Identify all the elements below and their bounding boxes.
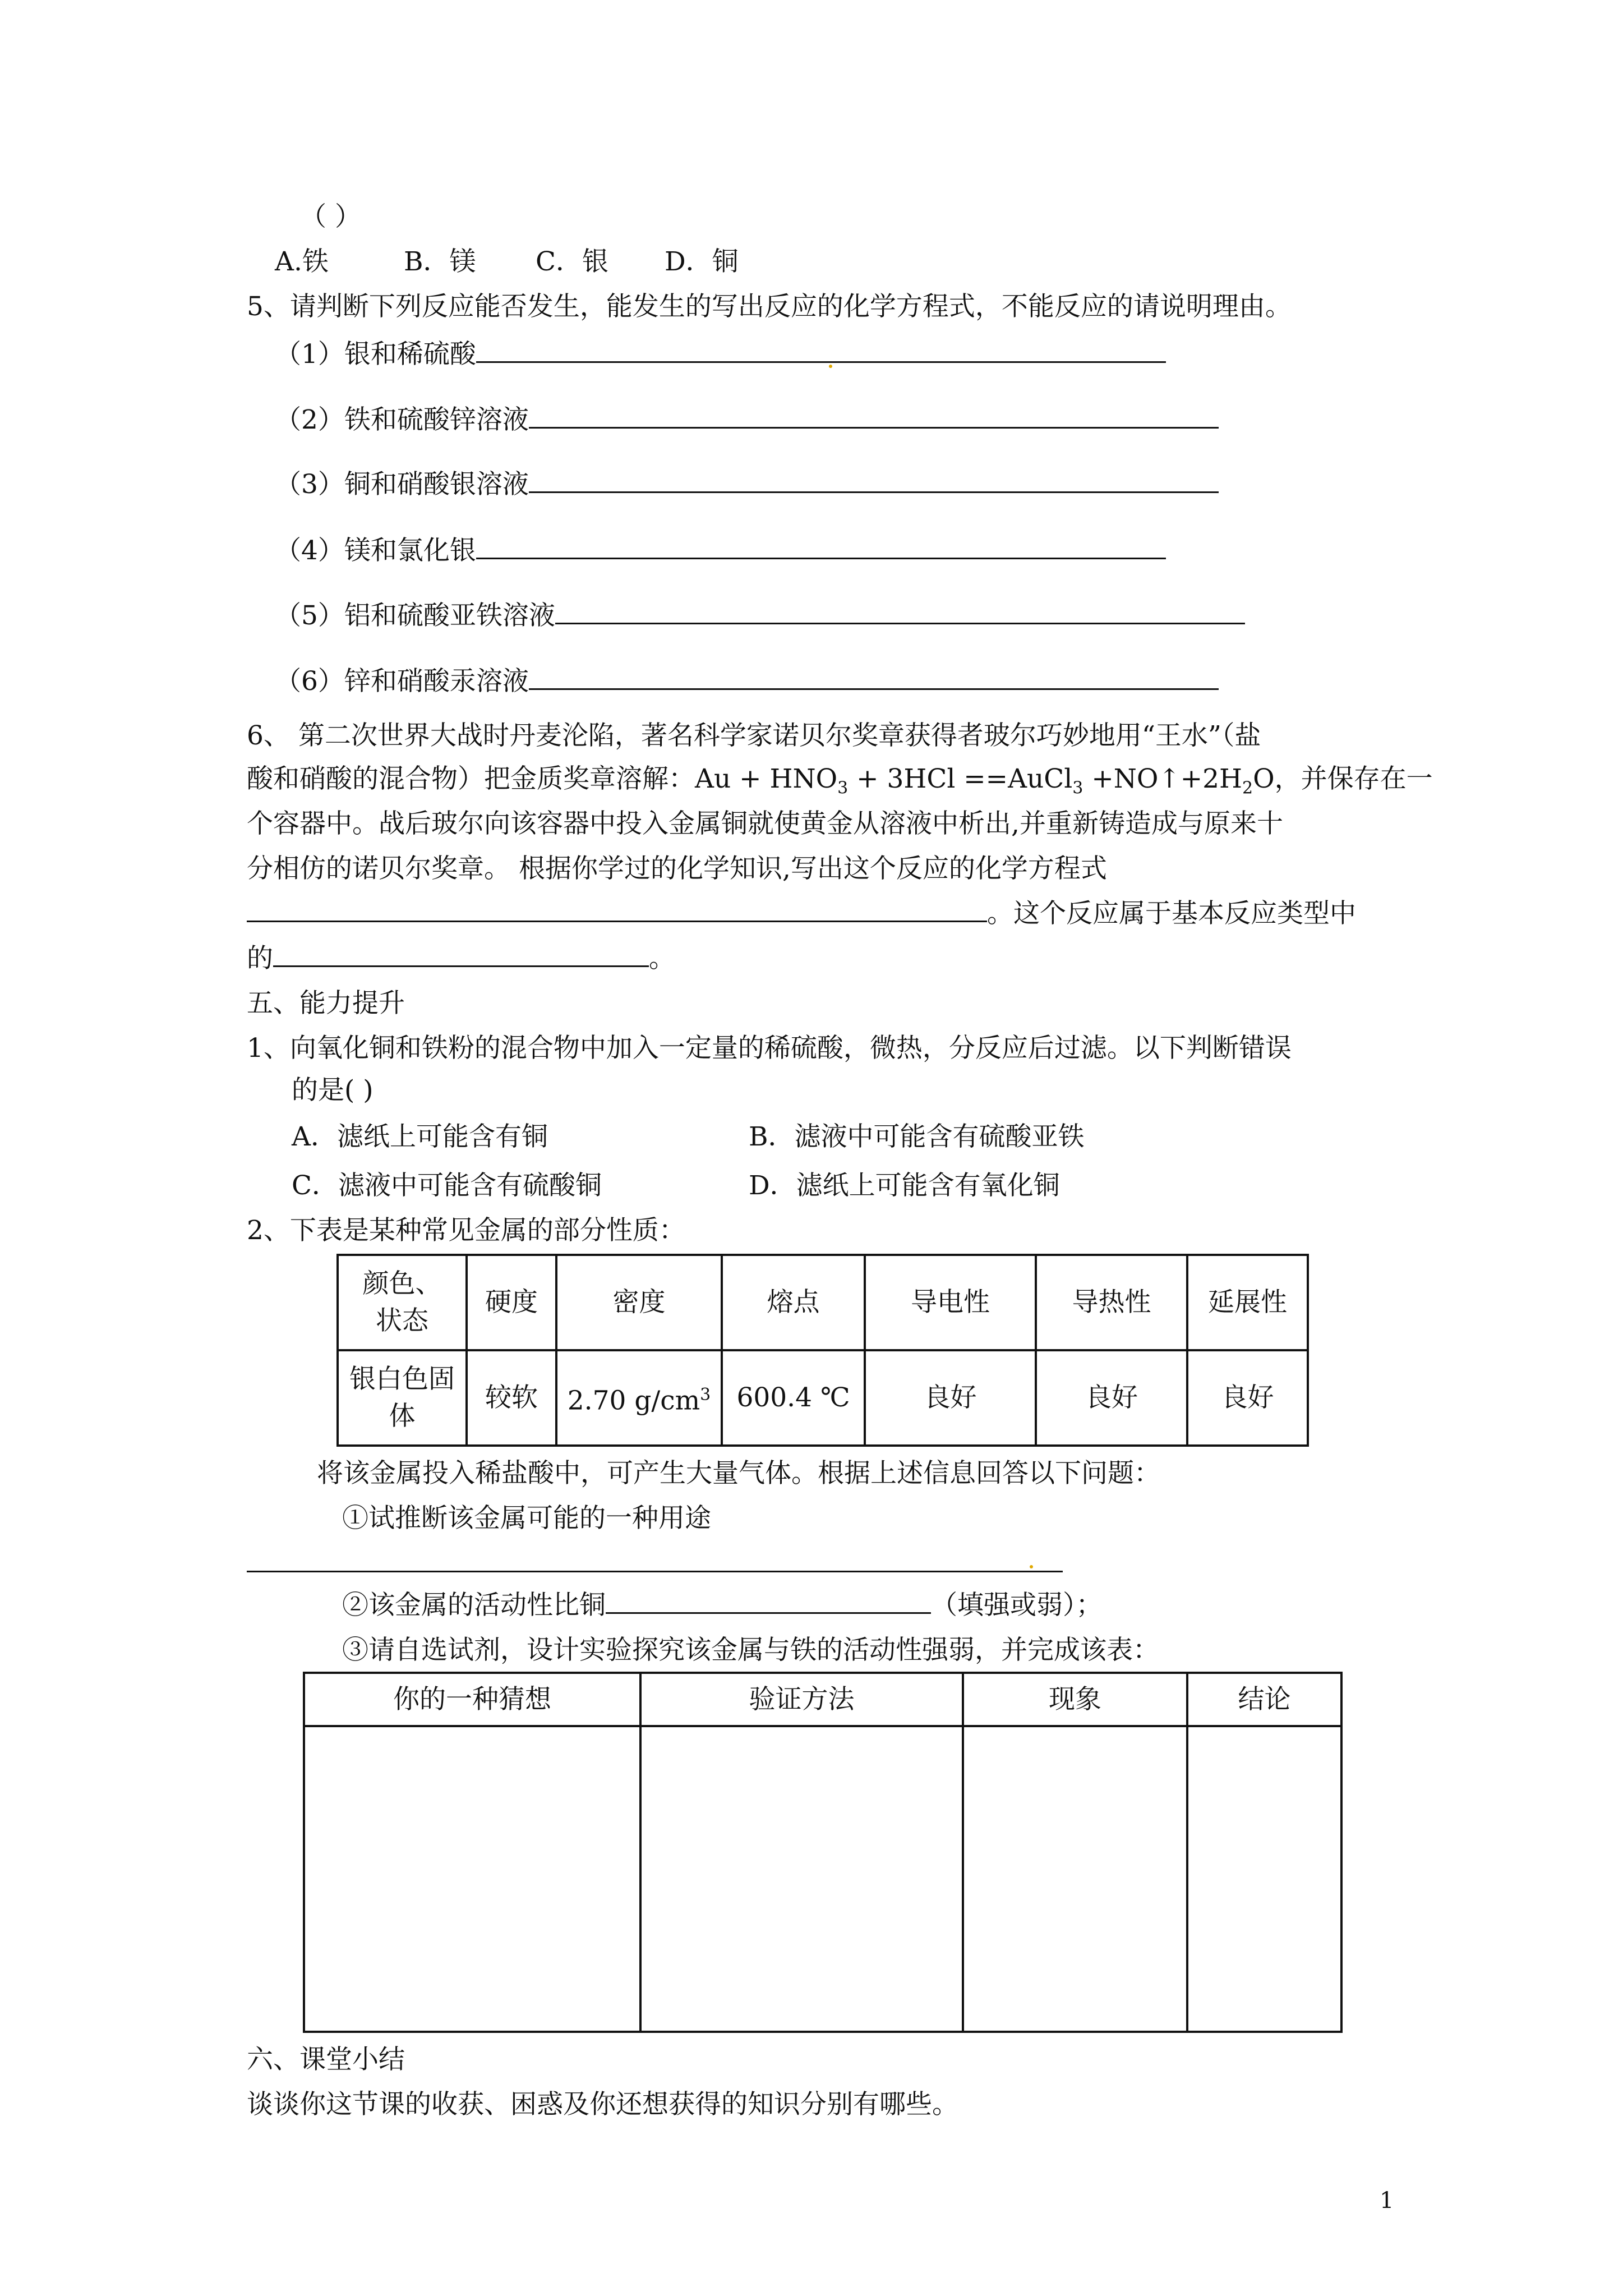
q5-item-2-label: （2）铁和硫酸锌溶液 xyxy=(275,404,529,435)
table-header-cell: 导热性 xyxy=(1036,1255,1187,1350)
s5-q1-line-2: 的是( ) xyxy=(292,1075,374,1106)
q5-item-1-answer-line[interactable] xyxy=(476,337,1166,363)
q4-answer-bracket: （ ） xyxy=(300,201,361,232)
table-cell: 良好 xyxy=(865,1350,1036,1446)
q6-equation-answer-line[interactable] xyxy=(247,896,987,922)
q6-text: + 3HCl ==AuCl xyxy=(848,763,1073,794)
q5-item-5 xyxy=(275,598,1245,634)
q4-option-c: C．银 xyxy=(536,246,608,277)
table-cell: 600.4 ℃ xyxy=(722,1350,865,1446)
q5-item-6-label: （6）锌和硝酸汞溶液 xyxy=(275,666,529,697)
q5-item-2 xyxy=(275,402,1219,438)
table-header-cell: 你的一种猜想 xyxy=(304,1673,640,1726)
q4-option-d: D．铜 xyxy=(665,246,739,277)
table-row xyxy=(338,1350,1308,1446)
s5-q2-sub-1: ①试推断该金属可能的一种用途 xyxy=(342,1503,711,1534)
q6-reaction-type-answer-line[interactable] xyxy=(273,941,649,967)
table-header-cell: 导电性 xyxy=(865,1255,1036,1350)
table-header-cell: 颜色、 状态 xyxy=(338,1255,467,1350)
section-6-text: 谈谈你这节课的收获、困惑及你还想获得的知识分别有哪些。 xyxy=(247,2089,958,2120)
table-header-cell: 熔点 xyxy=(722,1255,865,1350)
guess-answer-cell[interactable] xyxy=(304,1726,640,2032)
table-header-cell: 延展性 xyxy=(1187,1255,1308,1350)
yellow-dot-mark xyxy=(829,365,832,368)
q5-stem: 5、请判断下列反应能否发生，能发生的写出反应的化学方程式，不能反应的请说明理由。 xyxy=(247,291,1292,322)
q5-item-4-answer-line[interactable] xyxy=(476,533,1166,559)
q5-item-4-label: （4）镁和氯化银 xyxy=(275,535,476,566)
s5-q2-stem: 2、下表是某种常见金属的部分性质： xyxy=(247,1215,685,1246)
subscript: 3 xyxy=(1072,778,1083,798)
table-header-cell: 结论 xyxy=(1187,1673,1341,1726)
q6-text: +NO↑+2H xyxy=(1083,763,1243,794)
q4-option-a: A.铁 xyxy=(275,246,329,277)
q6-text: 酸和硝酸的混合物）把金质奖章溶解：Au + HNO xyxy=(247,763,838,794)
q6-line-3: 个容器中。战后玻尔向该容器中投入金属铜就使黄金从溶液中析出,并重新铸造成与原来十 xyxy=(247,808,1283,839)
q5-item-3-answer-line[interactable] xyxy=(529,467,1219,493)
subscript: 3 xyxy=(837,778,849,798)
q6-line-5 xyxy=(247,896,1356,932)
section-5-title: 五、能力提升 xyxy=(247,988,405,1019)
q6-line-5-text: 。这个反应属于基本反应类型中 xyxy=(987,898,1356,929)
q5-item-2-answer-line[interactable] xyxy=(529,402,1219,429)
q6-line-2 xyxy=(247,761,1433,806)
q5-item-1-label: （1）银和稀硫酸 xyxy=(275,339,476,370)
s5-q2-sub-1-answer-line[interactable] xyxy=(247,1571,1063,1572)
table-header-cell: 现象 xyxy=(963,1673,1187,1726)
s5-q2-sub-2-prefix: ②该金属的活动性比铜 xyxy=(342,1590,606,1621)
metal-properties-table xyxy=(336,1254,1309,1447)
q6-line-4: 分相仿的诺贝尔奖章。 根据你学过的化学知识,写出这个反应的化学方程式 xyxy=(247,853,1107,884)
q5-item-5-label: （5）铝和硫酸亚铁溶液 xyxy=(275,600,555,631)
section-6-title: 六、课堂小结 xyxy=(247,2044,405,2075)
s5-q2-sub-2-answer-line[interactable] xyxy=(606,1588,931,1614)
table-cell: 银白色固 体 xyxy=(338,1350,467,1446)
s5-q2-sub-2-suffix: （填强或弱）； xyxy=(931,1590,1103,1621)
table-header-row xyxy=(338,1255,1308,1350)
table-cell: 良好 xyxy=(1187,1350,1308,1446)
s5-q2-sub-2 xyxy=(342,1588,1103,1623)
experiment-design-table xyxy=(303,1672,1343,2033)
s5-q1-option-c: C．滤液中可能含有硫酸铜 xyxy=(292,1170,602,1201)
conclusion-answer-cell[interactable] xyxy=(1187,1726,1341,2032)
q5-item-6-answer-line[interactable] xyxy=(529,664,1219,690)
page-number: 1 xyxy=(1380,2188,1394,2214)
s5-q1-line-1: 1、向氧化铜和铁粉的混合物中加入一定量的稀硫酸，微热，分反应后过滤。以下判断错误 xyxy=(247,1033,1292,1064)
s5-q1-option-a: A．滤纸上可能含有铜 xyxy=(292,1121,548,1152)
q5-item-3 xyxy=(275,467,1219,503)
method-answer-cell[interactable] xyxy=(640,1726,963,2032)
table-cell xyxy=(556,1350,722,1446)
table-header-row xyxy=(304,1673,1341,1726)
q6-line-6-prefix: 的 xyxy=(247,943,273,974)
yellow-dot-mark xyxy=(1030,1565,1033,1568)
q5-item-3-label: （3）铜和硝酸银溶液 xyxy=(275,469,529,500)
density-value: 2.70 g/cm xyxy=(567,1385,700,1416)
s5-q2-intro: 将该金属投入稀盐酸中，可产生大量气体。根据上述信息回答以下问题： xyxy=(317,1458,1160,1489)
table-cell: 良好 xyxy=(1036,1350,1187,1446)
table-header-cell: 密度 xyxy=(556,1255,722,1350)
s5-q2-sub-3: ③请自选试剂，设计实验探究该金属与铁的活动性强弱，并完成该表： xyxy=(342,1635,1159,1665)
table-header-cell: 硬度 xyxy=(467,1255,556,1350)
q5-item-1 xyxy=(275,337,1166,372)
table-cell: 较软 xyxy=(467,1350,556,1446)
superscript: 3 xyxy=(700,1384,711,1405)
table-row xyxy=(304,1726,1341,2032)
s5-q1-option-b: B．滤液中可能含有硫酸亚铁 xyxy=(749,1121,1085,1152)
q6-line-6-suffix: 。 xyxy=(649,943,675,974)
s5-q1-option-d: D．滤纸上可能含有氧化铜 xyxy=(749,1170,1060,1201)
table-header-cell: 验证方法 xyxy=(640,1673,963,1726)
q6-line-6 xyxy=(247,941,675,977)
subscript: 2 xyxy=(1242,778,1253,798)
q6-line-1: 6、 第二次世界大战时丹麦沦陷，著名科学家诺贝尔奖章获得者玻尔巧妙地用“王水”（盐 xyxy=(247,720,1261,751)
q4-option-b: B．镁 xyxy=(404,246,476,277)
q6-text: O，并保存在一 xyxy=(1253,763,1433,794)
q5-item-5-answer-line[interactable] xyxy=(555,598,1245,624)
q5-item-4 xyxy=(275,533,1166,569)
phenomenon-answer-cell[interactable] xyxy=(963,1726,1187,2032)
q5-item-6 xyxy=(275,664,1219,700)
